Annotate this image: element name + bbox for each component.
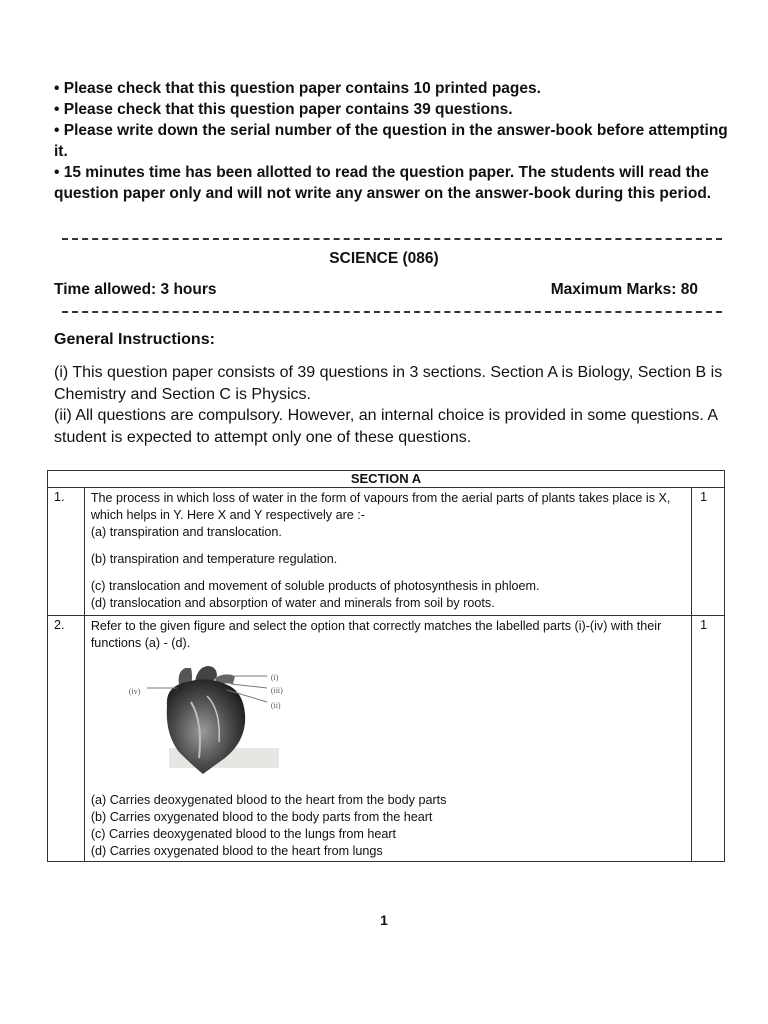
option-a: (a) transpiration and translocation. <box>90 525 282 539</box>
question-body <box>84 616 691 862</box>
option-b: (b) transpiration and temperature regulation. <box>90 552 338 566</box>
option-a: (a) Carries deoxygenated blood to the heart from the body parts <box>90 793 447 807</box>
question-number: 1. <box>48 488 85 616</box>
dashed-divider <box>62 238 722 240</box>
note-item: • Please check that this question paper contains 39 questions. <box>54 101 513 118</box>
subject-title: SCIENCE (086) <box>329 250 439 267</box>
time-allowed: Time allowed: 3 hours <box>54 281 217 298</box>
heart-diagram <box>107 662 307 782</box>
question-body <box>84 488 691 616</box>
question-marks: 1 <box>692 616 725 862</box>
general-instructions <box>54 362 724 448</box>
instruction-item: (i) This question paper consists of 39 questions in 3 sections. Section A is Biology, Section B is Chemistry and Section C is Physics. <box>54 364 723 403</box>
question-row <box>48 616 725 862</box>
option-c: (c) Carries deoxygenated blood to the lungs from heart <box>90 827 397 841</box>
figure-label-iii: (iii) <box>270 686 283 695</box>
maximum-marks: Maximum Marks: 80 <box>550 281 698 298</box>
note-item: • 15 minutes time has been allotted to read the question paper. The students will read the question paper only and will not write any answer on the answer-book during this period. <box>54 164 712 202</box>
figure-label-i: (i) <box>270 673 279 682</box>
page-number: 1 <box>380 912 388 928</box>
option-d: (d) translocation and absorption of water and minerals from soil by roots. <box>90 596 495 610</box>
figure-label-iv: (iv) <box>128 687 141 696</box>
figure-label-ii: (ii) <box>270 701 281 710</box>
preliminary-notes <box>54 78 734 204</box>
question-text: Refer to the given figure and select the option that correctly matches the labelled parts (i)-(iv) with their functions (a) - (d). <box>90 619 662 650</box>
section-a-title: SECTION A <box>48 471 725 488</box>
option-c: (c) translocation and movement of soluble products of photosynthesis in phloem. <box>90 579 540 593</box>
note-item: • Please check that this question paper contains 10 printed pages. <box>54 80 541 97</box>
instruction-item: (ii) All questions are compulsory. However, an internal choice is provided in some questions. A student is expected to attempt only one of these questions. <box>54 407 718 446</box>
option-d: (d) Carries oxygenated blood to the heart from lungs <box>90 844 383 858</box>
option-b: (b) Carries oxygenated blood to the body parts from the heart <box>90 810 433 824</box>
question-text: The process in which loss of water in the form of vapours from the aerial parts of plants takes place is X, which helps in Y. Here X and Y respectively are :- <box>90 491 671 522</box>
dashed-divider <box>62 311 722 313</box>
general-instructions-heading: General Instructions: <box>54 331 215 348</box>
question-marks: 1 <box>692 488 725 616</box>
question-number: 2. <box>48 616 85 862</box>
note-item: • Please write down the serial number of the question in the answer-book before attempting it. <box>54 122 728 160</box>
section-a-table <box>47 470 725 862</box>
question-row <box>48 488 725 616</box>
